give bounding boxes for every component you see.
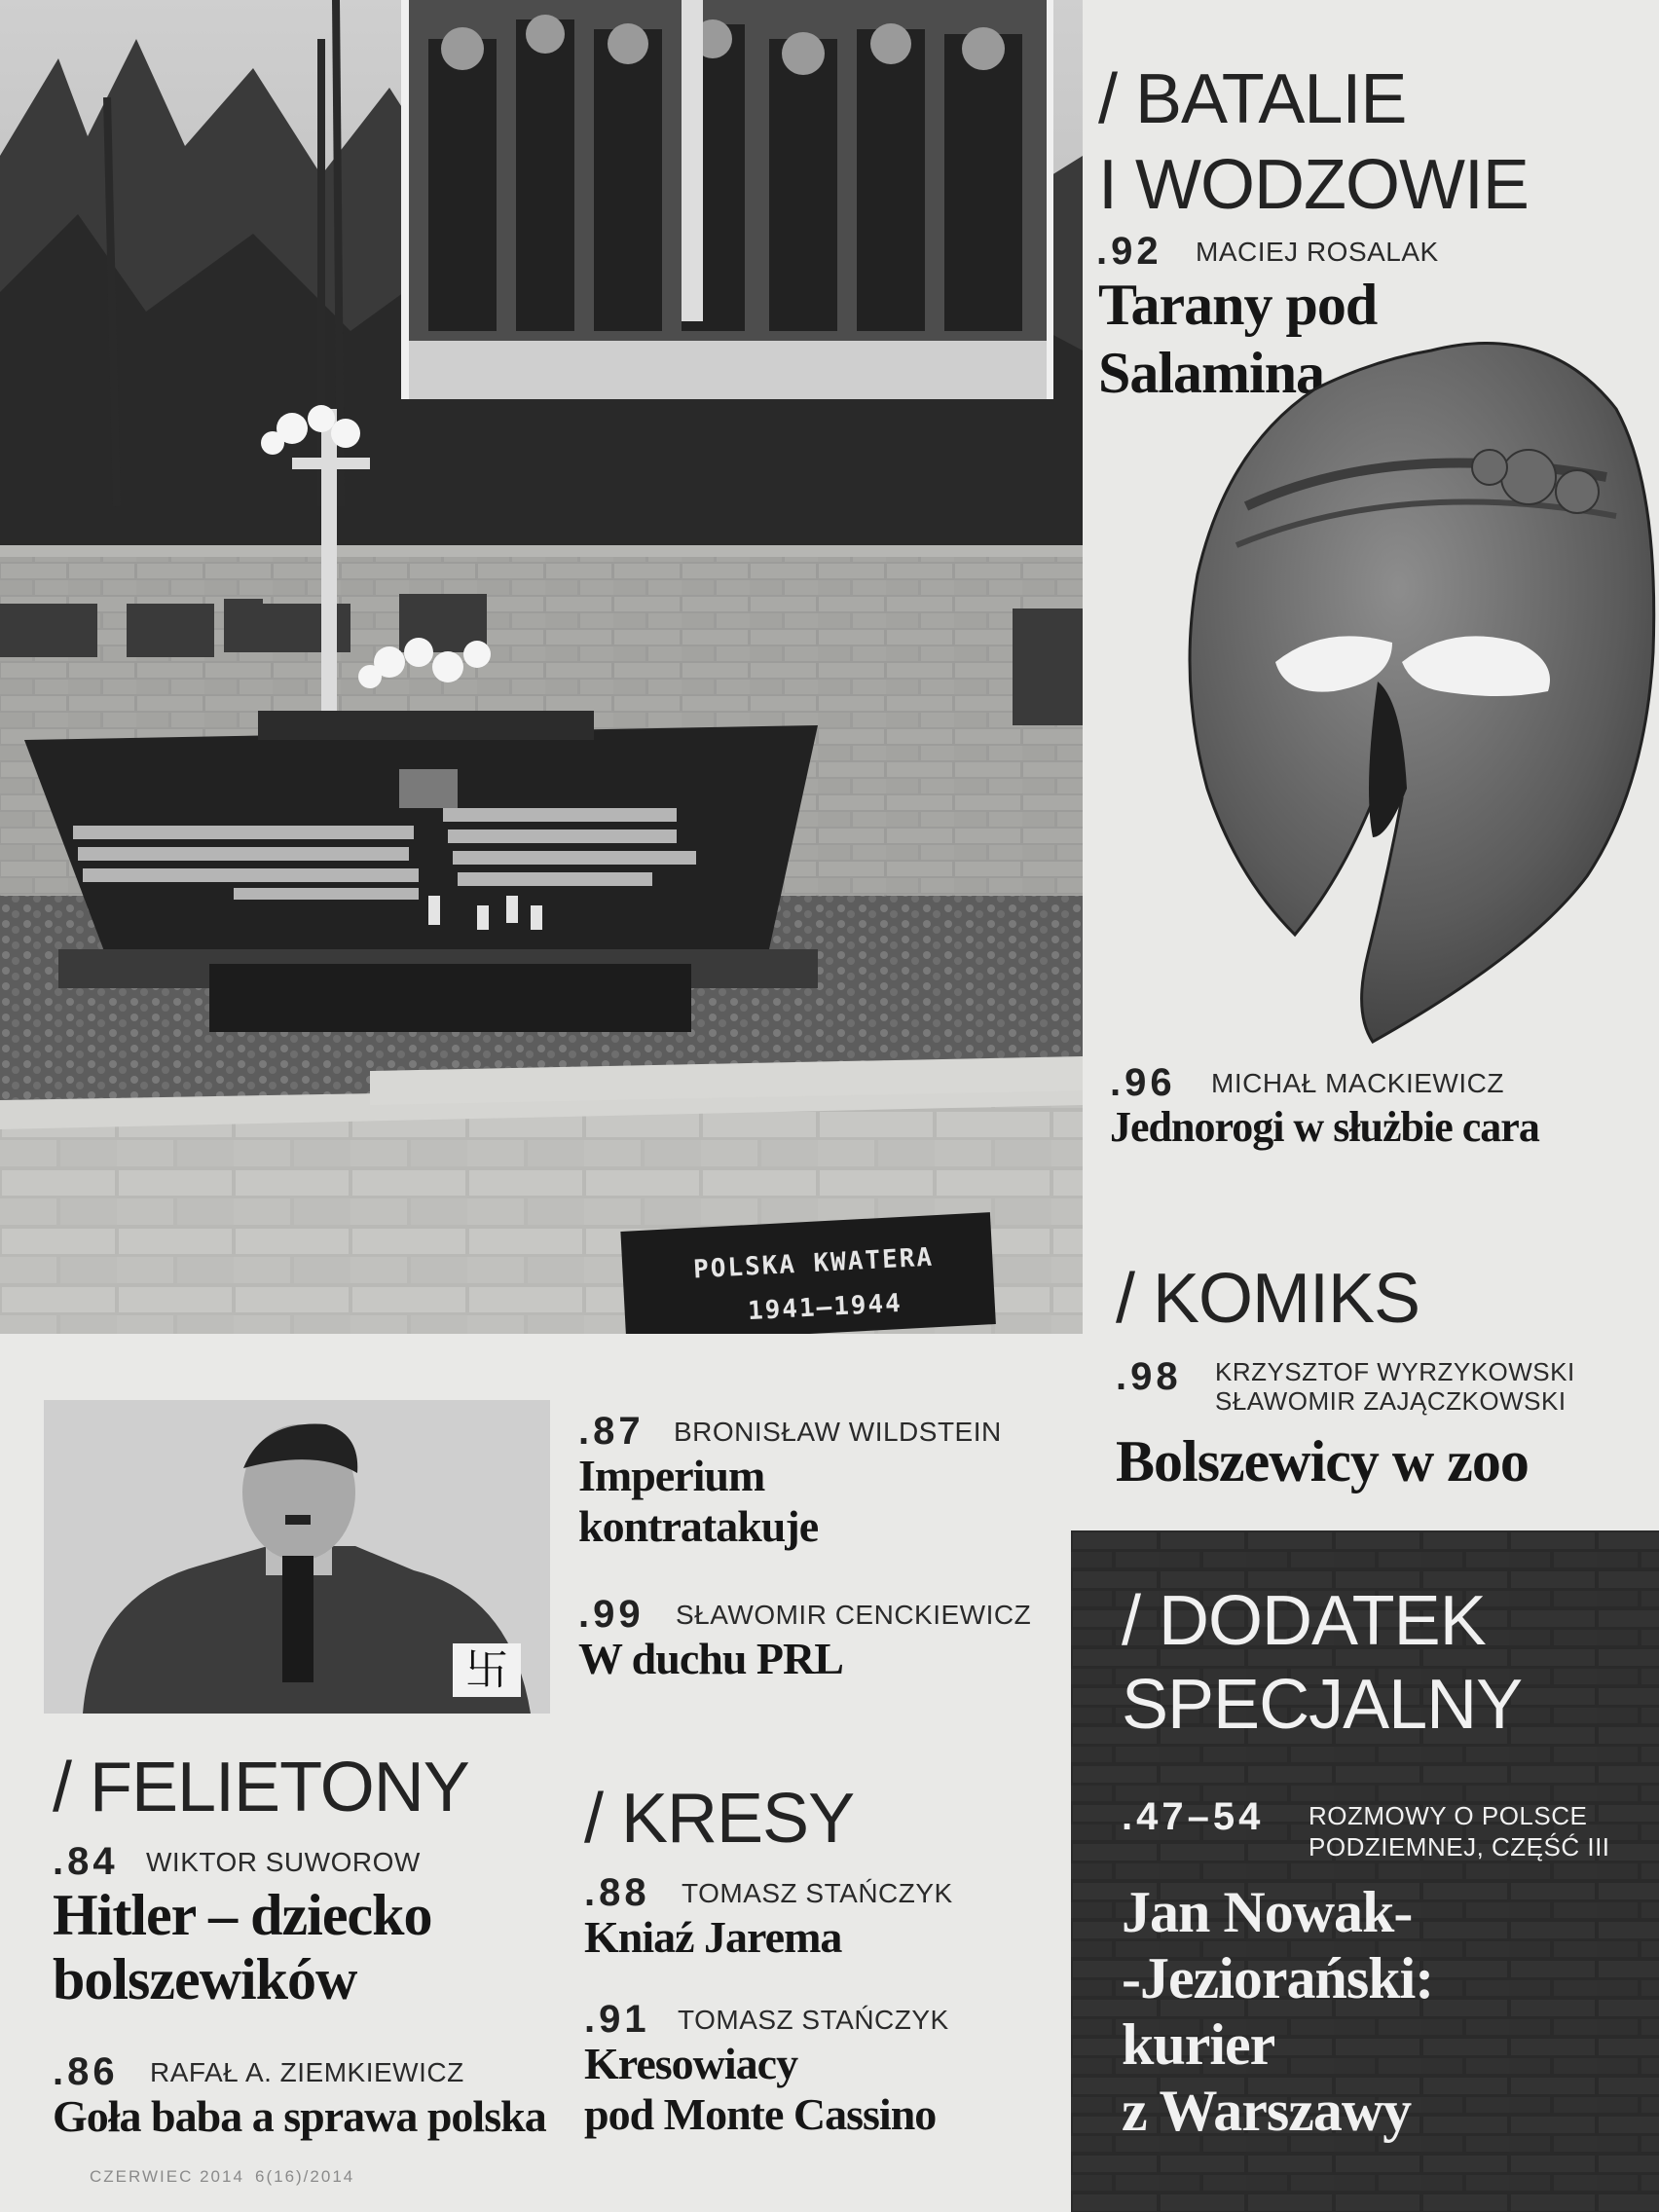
article-author: TOMASZ STAŃCZYK <box>682 1878 953 1908</box>
article-author: PODZIEMNEJ, CZĘŚĆ III <box>1309 1832 1610 1862</box>
page-number: .91 <box>584 1998 650 2041</box>
corinthian-helmet-image <box>1178 331 1659 1051</box>
svg-text:卐: 卐 <box>465 1645 508 1695</box>
article-title: Tarany pod Salaminą <box>1098 273 1378 405</box>
article-author: RAFAŁ A. ZIEMKIEWICZ <box>150 2057 464 2087</box>
article-title: W duchu PRL <box>578 1634 843 1683</box>
section-heading-dodatek: / DODATEK SPECJALNY <box>1122 1582 1523 1744</box>
article-title: Imperium kontratakuje <box>578 1451 819 1551</box>
page-number: .98 <box>1116 1355 1182 1398</box>
special-supplement-box <box>1071 1530 1659 2212</box>
article-author: KRZYSZTOF WYRZYKOWSKI <box>1215 1357 1575 1386</box>
page-number: .99 <box>578 1593 645 1636</box>
memorial-photo <box>0 0 1083 1334</box>
section-heading-kresy: / KRESY <box>584 1780 855 1858</box>
article-title: Jan Nowak- -Jeziorański: kurier z Warszawy <box>1122 1880 1434 2143</box>
helmet-graphic <box>1178 331 1659 1051</box>
section-heading-batalie: / BATALIE I WODZOWIE <box>1098 60 1529 224</box>
page-number: .47–54 <box>1122 1795 1265 1838</box>
article-author: SŁAWOMIR CENCKIEWICZ <box>676 1600 1032 1630</box>
article-title: Kniaź Jarema <box>584 1912 842 1962</box>
article-author: WIKTOR SUWOROW <box>146 1847 421 1877</box>
plaque-text: POLSKA KWATERA <box>692 1242 935 1285</box>
article-title: Jednorogi w służbie cara <box>1110 1103 1539 1151</box>
article-title: Kresowiacy pod Monte Cassino <box>584 2039 937 2139</box>
article-author: SŁAWOMIR ZAJĄCZKOWSKI <box>1215 1386 1567 1416</box>
page-number: .84 <box>53 1840 119 1883</box>
section-heading-felietony: / FELIETONY <box>53 1749 469 1826</box>
article-author: ROZMOWY O POLSCE <box>1309 1801 1588 1830</box>
section-heading-komiks: / KOMIKS <box>1116 1260 1420 1338</box>
page-number: .87 <box>578 1410 645 1453</box>
article-title: Bolszewicy w zoo <box>1116 1429 1529 1493</box>
page-number: .88 <box>584 1871 650 1914</box>
article-author: TOMASZ STAŃCZYK <box>678 2005 949 2035</box>
article-author: MACIEJ ROSALAK <box>1196 237 1439 267</box>
memorial-photo-graphic <box>0 0 1083 1334</box>
page-number: .86 <box>53 2050 119 2093</box>
plaque-years: 1941–1944 <box>747 1288 903 1327</box>
page-number: .92 <box>1096 230 1162 273</box>
hitler-portrait <box>44 1400 550 1714</box>
issue-number: 6(16)/2014 <box>255 2167 355 2186</box>
page-number: .96 <box>1110 1061 1176 1104</box>
article-author: MICHAŁ MACKIEWICZ <box>1211 1068 1504 1098</box>
article-title: Goła baba a sprawa polska <box>53 2091 546 2141</box>
article-title: Hitler – dziecko bolszewików <box>53 1883 432 2011</box>
portrait-graphic <box>44 1400 550 1714</box>
article-author: BRONISŁAW WILDSTEIN <box>674 1417 1002 1447</box>
issue-date: CZERWIEC 2014 <box>90 2167 244 2186</box>
